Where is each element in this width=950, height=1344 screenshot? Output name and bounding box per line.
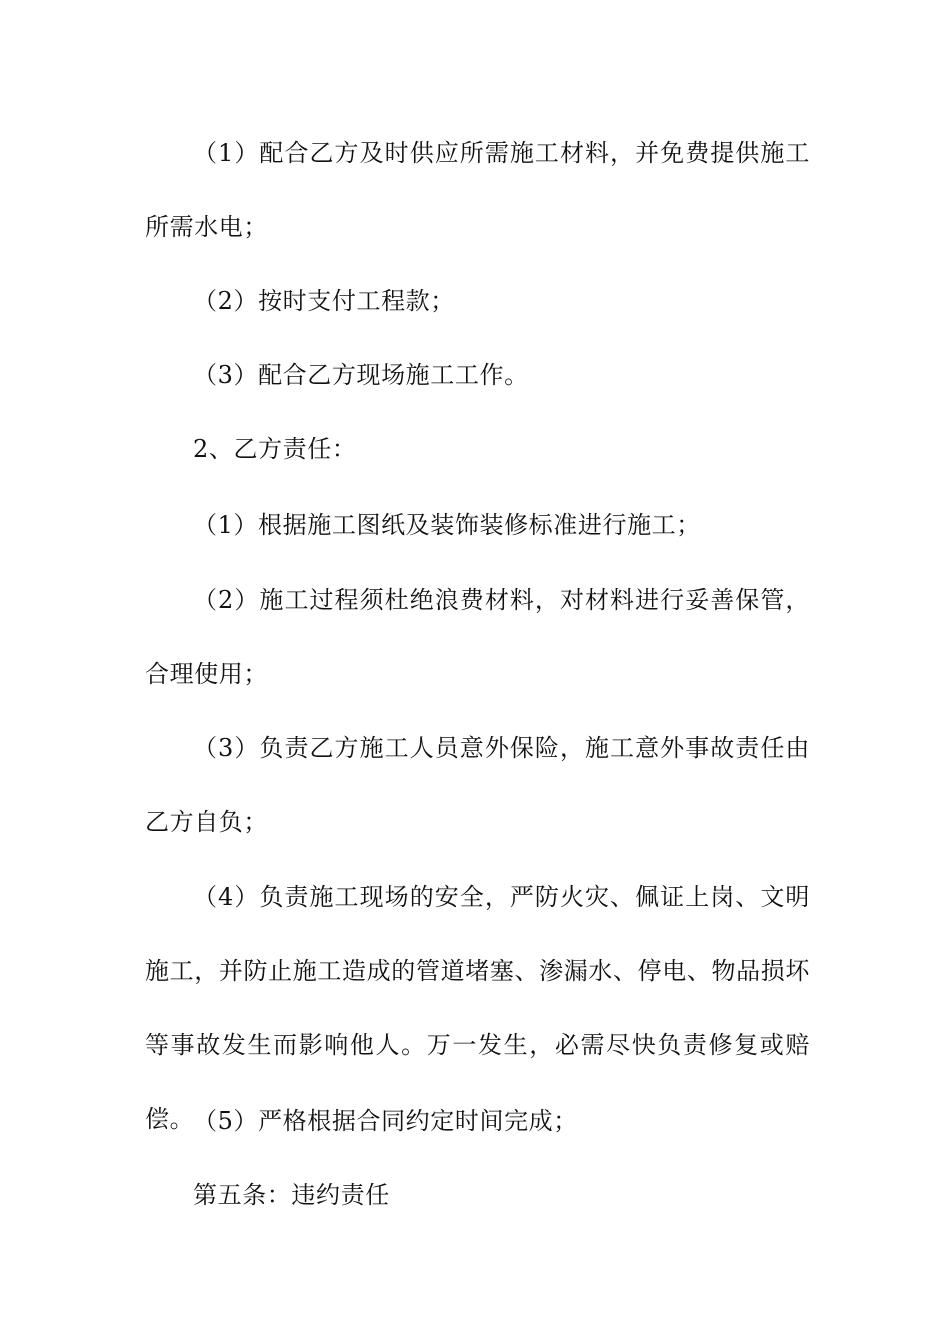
paragraph-party-a-duty-3: （3）配合乙方现场施工工作。 <box>193 361 529 389</box>
paragraph-party-b-duty-1: （1）根据施工图纸及装饰装修标准进行施工； <box>193 511 701 539</box>
paragraph-party-b-duty-5: （5）严格根据合同约定时间完成； <box>193 1107 578 1135</box>
paragraph-party-a-duty-2: （2）按时支付工程款； <box>193 287 455 315</box>
paragraph-party-b-duty-2: （2）施工过程须杜绝浪费材料，对材料进行妥善保管，合理使用； <box>145 586 810 688</box>
paragraph-party-a-duty-1: （1）配合乙方及时供应所需施工材料，并免费提供施工所需水电； <box>145 139 810 241</box>
paragraph-party-b-duty-3: （3）负责乙方施工人员意外保险，施工意外事故责任由乙方自负； <box>145 734 810 836</box>
paragraph-party-b-duty-4: （4）负责施工现场的安全，严防火灾、佩证上岗、文明施工，并防止施工造成的管道堵塞、渗漏水、停电、物品损坏等事故发生而影响他人。万一发生，必需尽快负责修复或赔偿。 <box>145 883 810 1133</box>
heading-party-b-responsibility: 2、乙方责任： <box>193 435 357 463</box>
heading-article-5-breach: 第五条：违约责任 <box>193 1181 390 1209</box>
